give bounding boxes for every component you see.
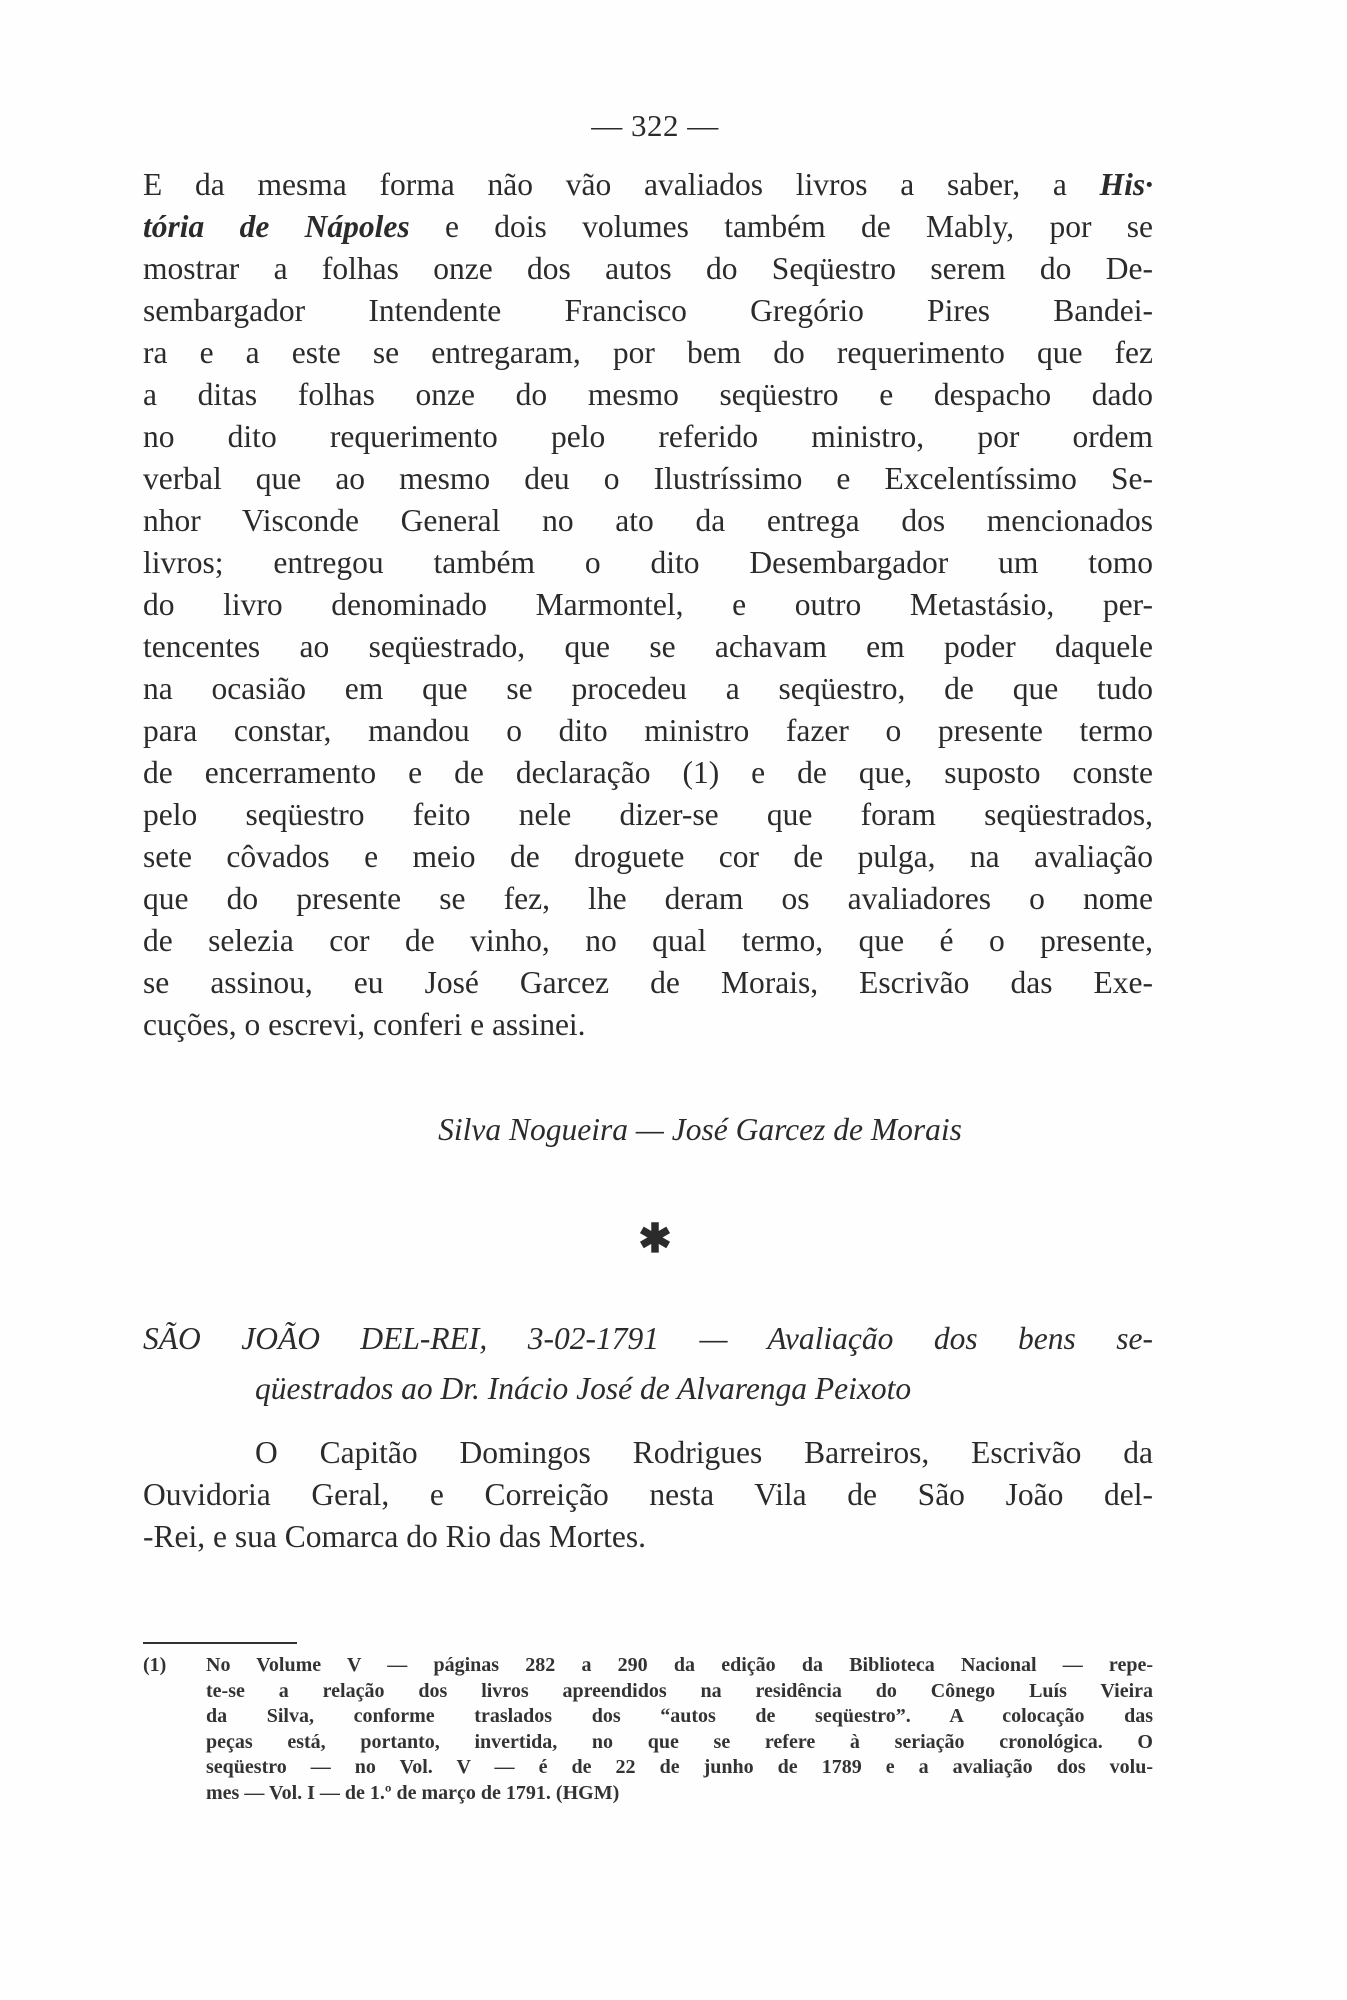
footnote-line: te-se a relação dos livros apreendidos na residência do Cônego Luís Vieira (206, 1679, 1153, 1702)
text-line (143, 206, 1153, 248)
text-line: se assinou, eu José Garcez de Morais, Escrivão das Exe- (143, 965, 1153, 1000)
footnote-line: seqüestro — no Vol. V — é de 22 de junho de 1789 e a avaliação dos volu- (206, 1756, 1153, 1779)
signature-line: Silva Nogueira — José Garcez de Morais (438, 1112, 962, 1147)
paragraph-escrivao (143, 1432, 1153, 1558)
heading-line: qüestrados ao Dr. Inácio José de Alvarenga Peixoto (255, 1371, 912, 1406)
text-line: do livro denominado Marmontel, e outro Metastásio, per- (143, 587, 1153, 622)
text-line: tencentes ao seqüestrado, que se achavam em poder daquele (143, 629, 1153, 664)
text-line: nhor Visconde General no ato da entrega dos mencionados (143, 503, 1153, 538)
text-run: E da mesma forma não vão avaliados livros a saber, a (143, 167, 1100, 202)
text-line: de encerramento e de declaração (1) e de que, suposto conste (143, 755, 1153, 790)
text-line: sete côvados e meio de droguete cor de pulga, na avaliação (143, 839, 1153, 874)
text-line: -Rei, e sua Comarca do Rio das Mortes. (143, 1519, 647, 1554)
section-separator-asterisk-icon: ✱ (638, 1216, 672, 1261)
text-line: Ouvidoria Geral, e Correição nesta Vila de São João del- (143, 1477, 1153, 1512)
section-heading (143, 1314, 1153, 1414)
text-run: e dois volumes também de Mably, por se (409, 209, 1153, 244)
text-line: de selezia cor de vinho, no qual termo, que é o presente, (143, 923, 1153, 958)
text-line: sembargador Intendente Francisco Gregório Pires Bandei- (143, 293, 1153, 328)
text-line: na ocasião em que se procedeu a seqüestro, de que tudo (143, 671, 1153, 706)
heading-line: SÃO JOÃO DEL-REI, 3-02-1791 — Avaliação dos bens se- (143, 1321, 1153, 1356)
footnote-line: da Silva, conforme traslados dos “autos de seqüestro”. A colocação das (206, 1705, 1153, 1728)
text-line: verbal que ao mesmo deu o Ilustríssimo e Excelentíssimo Se- (143, 461, 1153, 496)
text-line: livros; entregou também o dito Desembargador um tomo (143, 545, 1153, 580)
footnote-divider (143, 1642, 297, 1644)
text-line: O Capitão Domingos Rodrigues Barreiros, Escrivão da (255, 1435, 1153, 1470)
footnote-line: No Volume V — páginas 282 a 290 da edição da Biblioteca Nacional — repe- (206, 1654, 1153, 1676)
footnote-body (206, 1653, 1153, 1807)
footnote-line: peças está, portanto, invertida, no que se refere à seriação cronológica. O (206, 1730, 1153, 1753)
footnote-marker: (1) (143, 1654, 167, 1676)
page-number: — 322 — (591, 108, 719, 143)
footnote-line: mes — Vol. I — de 1.º de março de 1791. (HGM) (206, 1781, 620, 1804)
text-line: no dito requerimento pelo referido ministro, por ordem (143, 419, 1153, 454)
text-line: que do presente se fez, lhe deram os avaliadores o nome (143, 881, 1153, 916)
text-line: ra e a este se entregaram, por bem do requerimento que fez (143, 335, 1153, 370)
text-line: a ditas folhas onze do mesmo seqüestro e despacho dado (143, 377, 1153, 412)
text-line: pelo seqüestro feito nele dizer-se que foram seqüestrados, (143, 797, 1153, 832)
text-line: cuções, o escrevi, conferi e assinei. (143, 1007, 586, 1042)
book-title-italic: tória de Nápoles (143, 209, 410, 244)
text-line (143, 164, 1153, 206)
text-line: para constar, mandou o dito ministro fazer o presente termo (143, 713, 1153, 748)
paragraph-avaliacao-termo (143, 164, 1153, 1046)
book-title-italic: His· (1099, 167, 1153, 202)
text-line: mostrar a folhas onze dos autos do Seqüestro serem do De- (143, 251, 1153, 286)
